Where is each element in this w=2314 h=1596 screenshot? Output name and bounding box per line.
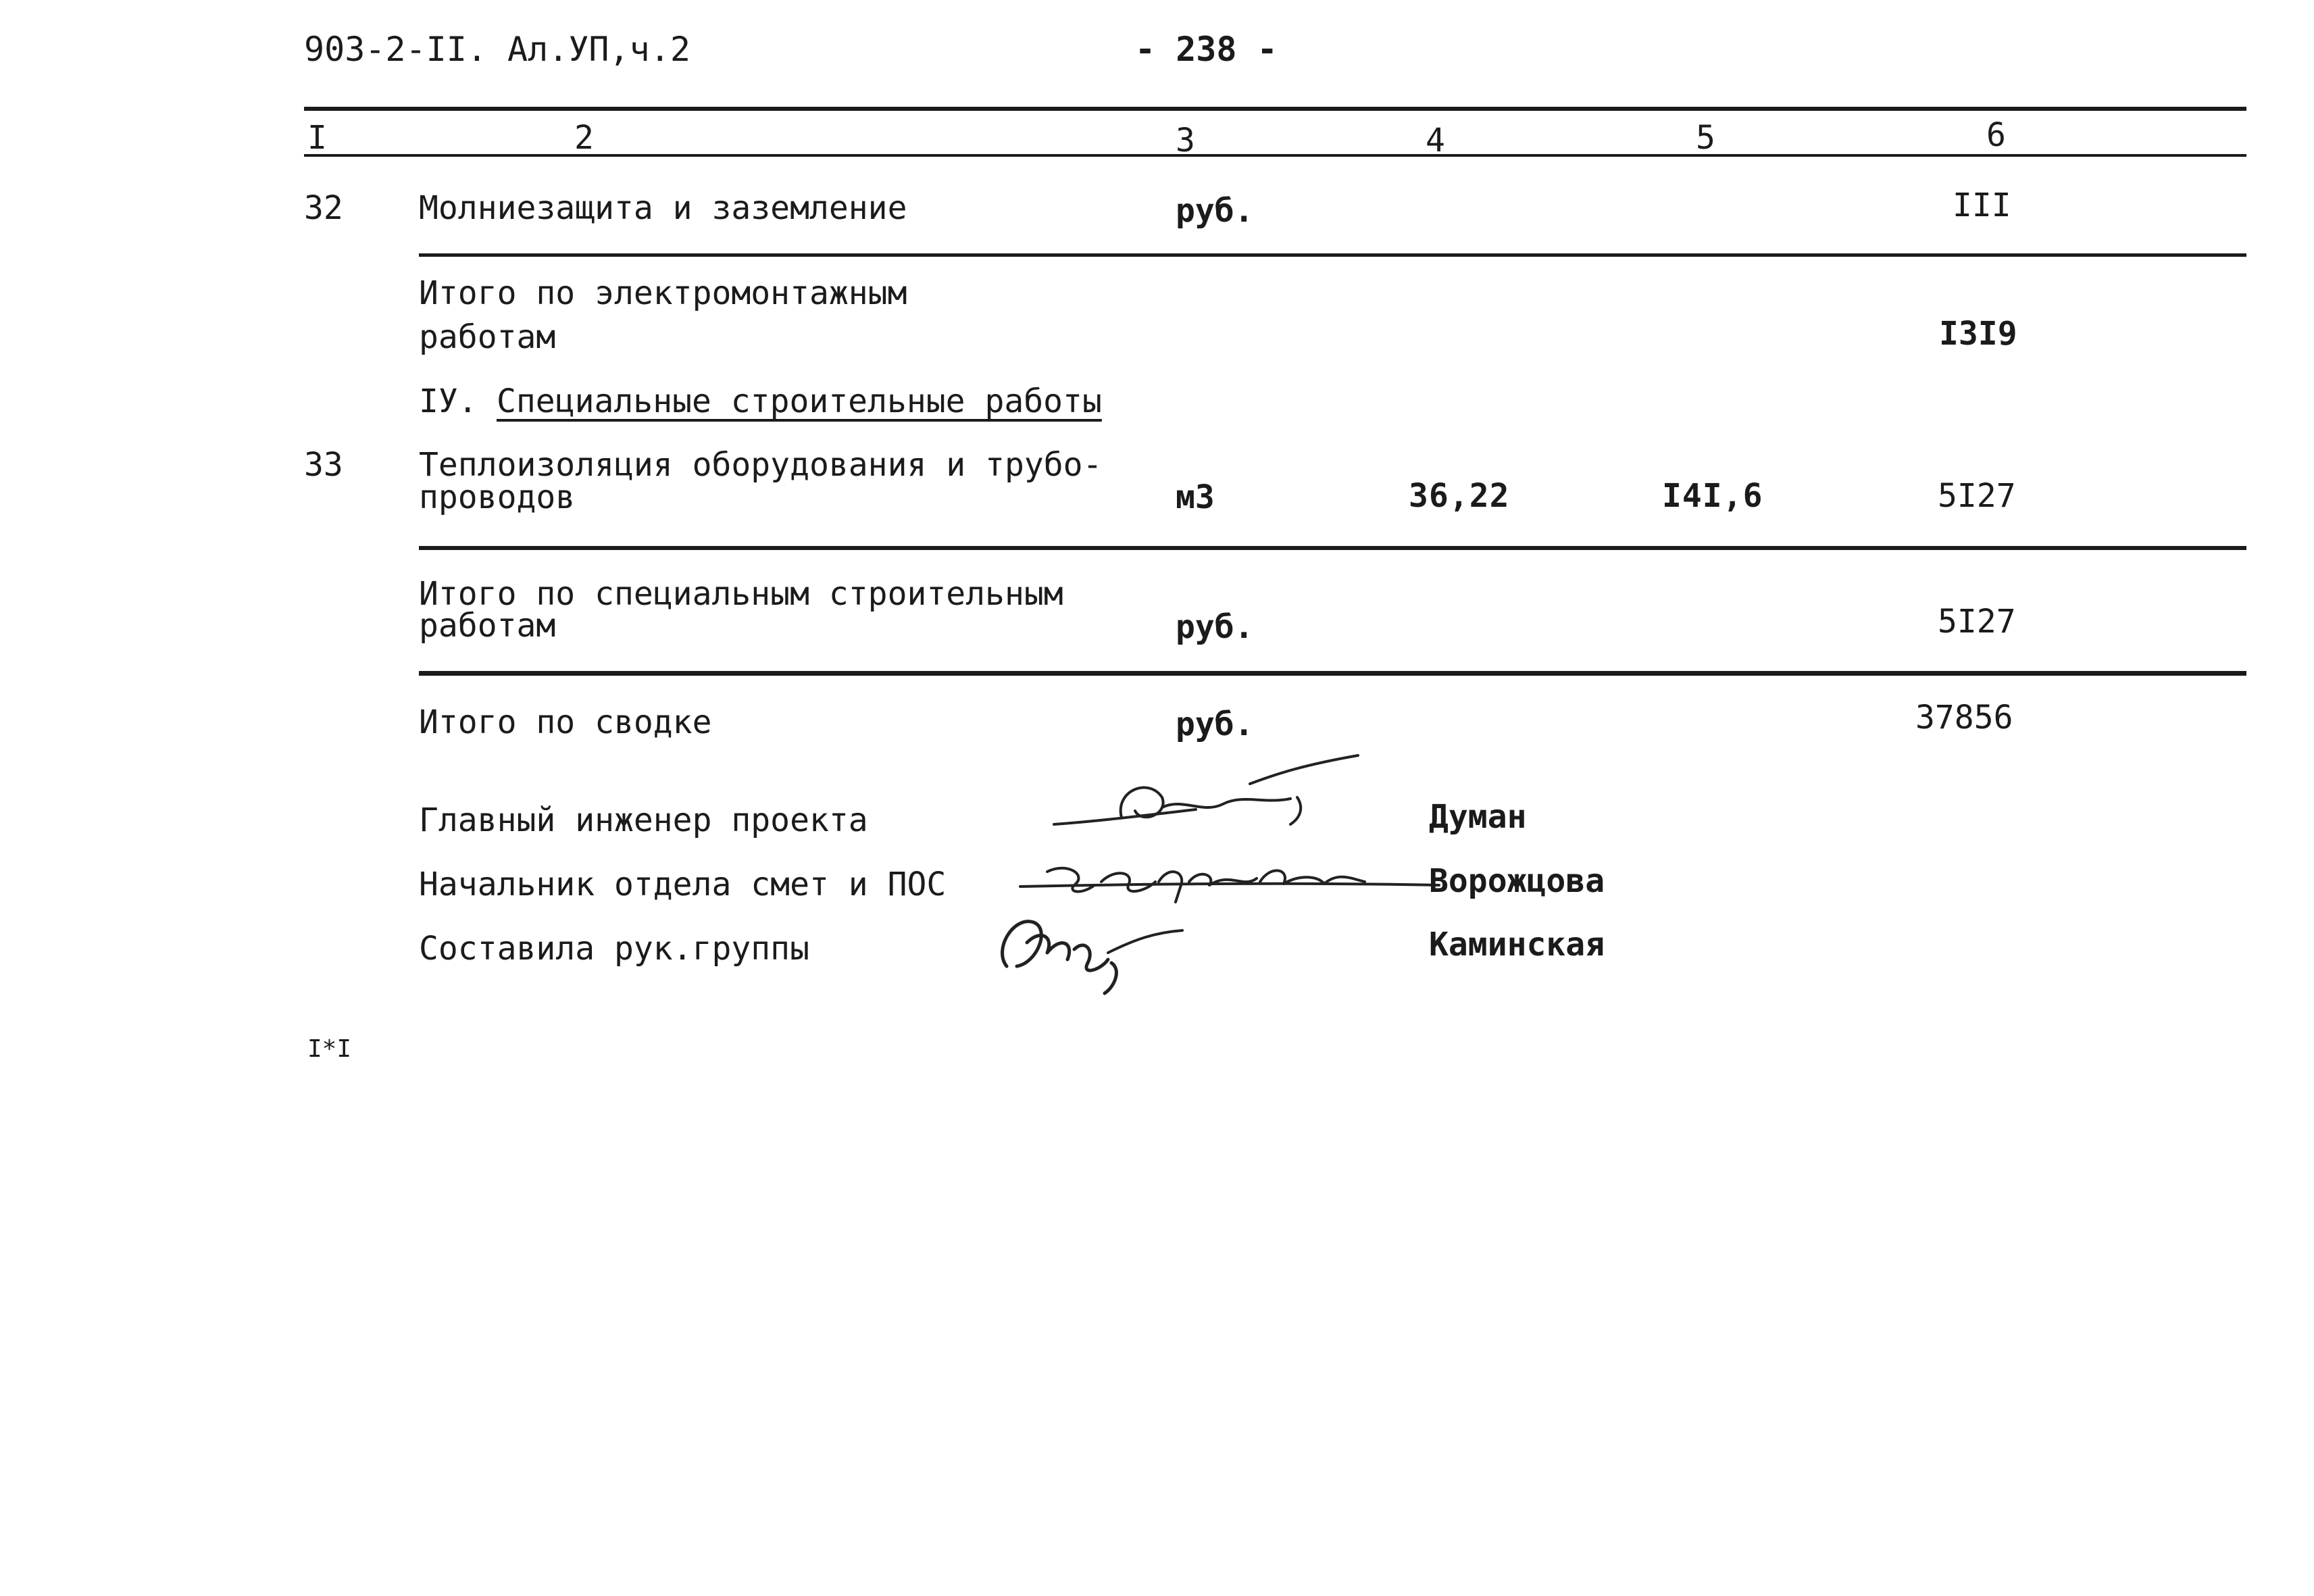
row-total: I3I9 bbox=[1939, 315, 2017, 353]
row-name: Молниезащита и заземление bbox=[419, 189, 907, 227]
row-name-line2: проводов bbox=[419, 478, 576, 516]
row-total: 5I27 bbox=[1938, 477, 2016, 515]
section-prefix: IУ. bbox=[419, 382, 478, 420]
signature-1-handwriting bbox=[1047, 750, 1372, 845]
row-name-line1: Итого по специальным строительным bbox=[419, 575, 1063, 613]
signature-3-handwriting bbox=[986, 902, 1189, 997]
col-number-2: 2 bbox=[574, 119, 594, 157]
row-name-line2: работам bbox=[419, 318, 556, 356]
row-number: 33 bbox=[304, 446, 343, 484]
signature-role: Составила рук.группы bbox=[419, 930, 809, 968]
signature-role: Начальник отдела смет и ПОС bbox=[419, 866, 947, 903]
document-code: 903-2-II. Ал.УП,ч.2 bbox=[304, 30, 690, 69]
col-number-1: I bbox=[307, 119, 327, 157]
row-total: 37856 bbox=[1915, 699, 2013, 737]
signature-role: Главный инженер проекта bbox=[419, 801, 868, 839]
row-unit: руб. bbox=[1176, 608, 1254, 646]
row-number: 32 bbox=[304, 189, 343, 227]
signature-2-handwriting bbox=[1013, 845, 1446, 905]
divider bbox=[419, 671, 2246, 676]
row-name-line1: Теплоизоляция оборудования и трубо- bbox=[419, 446, 1103, 484]
row-price: I4I,6 bbox=[1662, 477, 1763, 515]
divider bbox=[419, 546, 2246, 550]
row-total: 5I27 bbox=[1938, 603, 2016, 641]
divider bbox=[419, 253, 2246, 257]
col-number-3: 3 bbox=[1176, 122, 1195, 159]
row-quantity: 36,22 bbox=[1409, 477, 1510, 515]
table-top-rule bbox=[304, 107, 2246, 111]
header-bottom-rule bbox=[304, 154, 2246, 157]
col-number-4: 4 bbox=[1426, 122, 1445, 159]
signature-name: Ворожцова bbox=[1429, 862, 1605, 900]
row-total: III bbox=[1953, 186, 2011, 224]
row-name-line2: работам bbox=[419, 607, 556, 645]
col-number-6: 6 bbox=[1986, 116, 2006, 154]
section-title: Специальные строительные работы bbox=[497, 382, 1102, 420]
row-name-line1: Итого по электромонтажным bbox=[419, 274, 907, 312]
row-unit: м3 bbox=[1176, 478, 1215, 516]
page-number: - 238 - bbox=[1135, 30, 1278, 69]
footer-mark: I*I bbox=[307, 1035, 352, 1063]
signature-name: Каминская bbox=[1429, 926, 1605, 964]
row-name: Итого по сводке bbox=[419, 703, 712, 741]
signature-name: Думан bbox=[1429, 798, 1527, 836]
row-unit: руб. bbox=[1176, 705, 1254, 743]
row-unit: руб. bbox=[1176, 192, 1254, 230]
col-number-5: 5 bbox=[1696, 119, 1715, 157]
